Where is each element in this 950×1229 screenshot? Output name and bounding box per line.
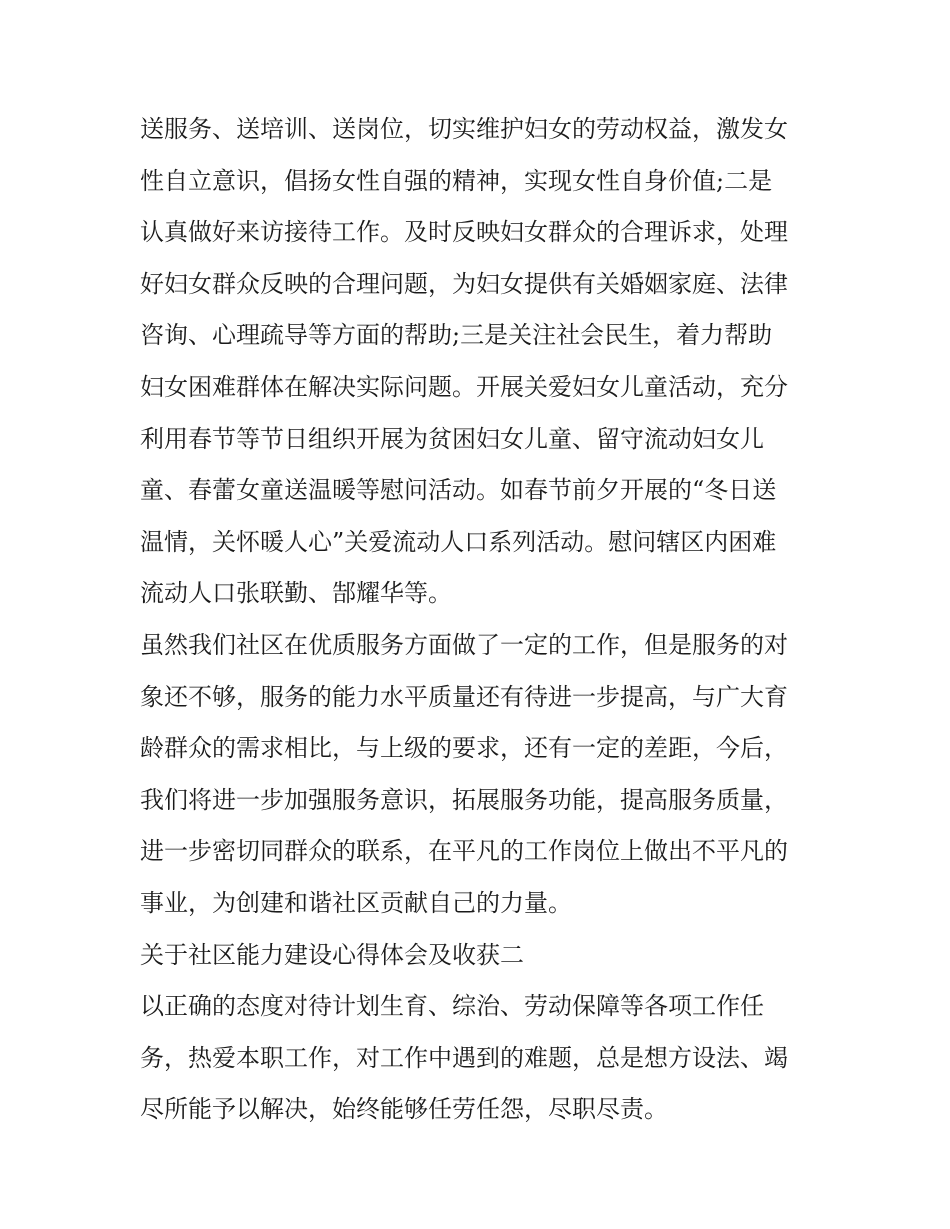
document-page — [140, 104, 820, 1136]
text-line: 好妇女群众反映的合理问题，为妇女提供有关婚姻家庭、法律 — [140, 269, 788, 298]
section-heading — [140, 930, 820, 982]
text-line: 进一步密切同群众的联系，在平凡的工作岗位上做出不平凡的 — [140, 837, 788, 866]
text-line: 象还不够，服务的能力水平质量还有待进一步提高，与广大育 — [140, 682, 788, 711]
text-line: 咨询、心理疏导等方面的帮助;三是关注社会民生，着力帮助 — [140, 321, 773, 350]
text-line: 事业，为创建和谐社区贡献自己的力量。 — [140, 888, 572, 917]
text-line: 我们将进一步加强服务意识，拓展服务功能，提高服务质量， — [140, 785, 788, 814]
paragraph-2 — [140, 620, 820, 930]
text-line: 以正确的态度对待计划生育、综治、劳动保障等各项工作任 — [140, 992, 764, 1021]
text-line: 温情，关怀暖人心”关爱流动人口系列活动。慰问辖区内困难 — [140, 527, 777, 556]
text-line: 务，热爱本职工作，对工作中遇到的难题，总是想方设法、竭 — [140, 1043, 788, 1072]
text-line: 利用春节等节日组织开展为贫困妇女儿童、留守流动妇女儿 — [140, 424, 764, 453]
text-line: 认真做好来访接待工作。及时反映妇女群众的合理诉求，处理 — [140, 218, 788, 247]
text-line: 虽然我们社区在优质服务方面做了一定的工作，但是服务的对 — [140, 630, 788, 659]
text-line: 龄群众的需求相比，与上级的要求，还有一定的差距，今后， — [140, 734, 788, 763]
text-line: 送服务、送培训、送岗位，切实维护妇女的劳动权益，激发女 — [140, 115, 788, 143]
paragraph-1 — [140, 104, 820, 620]
text-line: 性自立意识，倡扬女性自强的精神，实现女性自身价值;二是 — [140, 166, 773, 195]
paragraph-3 — [140, 981, 820, 1136]
text-line: 流动人口张联勤、郜耀华等。 — [140, 579, 452, 608]
text-line: 妇女困难群体在解决实际问题。开展关爱妇女儿童活动，充分 — [140, 372, 788, 401]
text-line: 童、春蕾女童送温暖等慰问活动。如春节前夕开展的“冬日送 — [140, 476, 777, 505]
text-line: 尽所能予以解决，始终能够任劳任怨，尽职尽责。 — [140, 1095, 668, 1124]
heading-text: 关于社区能力建设心得体会及收获二 — [140, 940, 524, 969]
